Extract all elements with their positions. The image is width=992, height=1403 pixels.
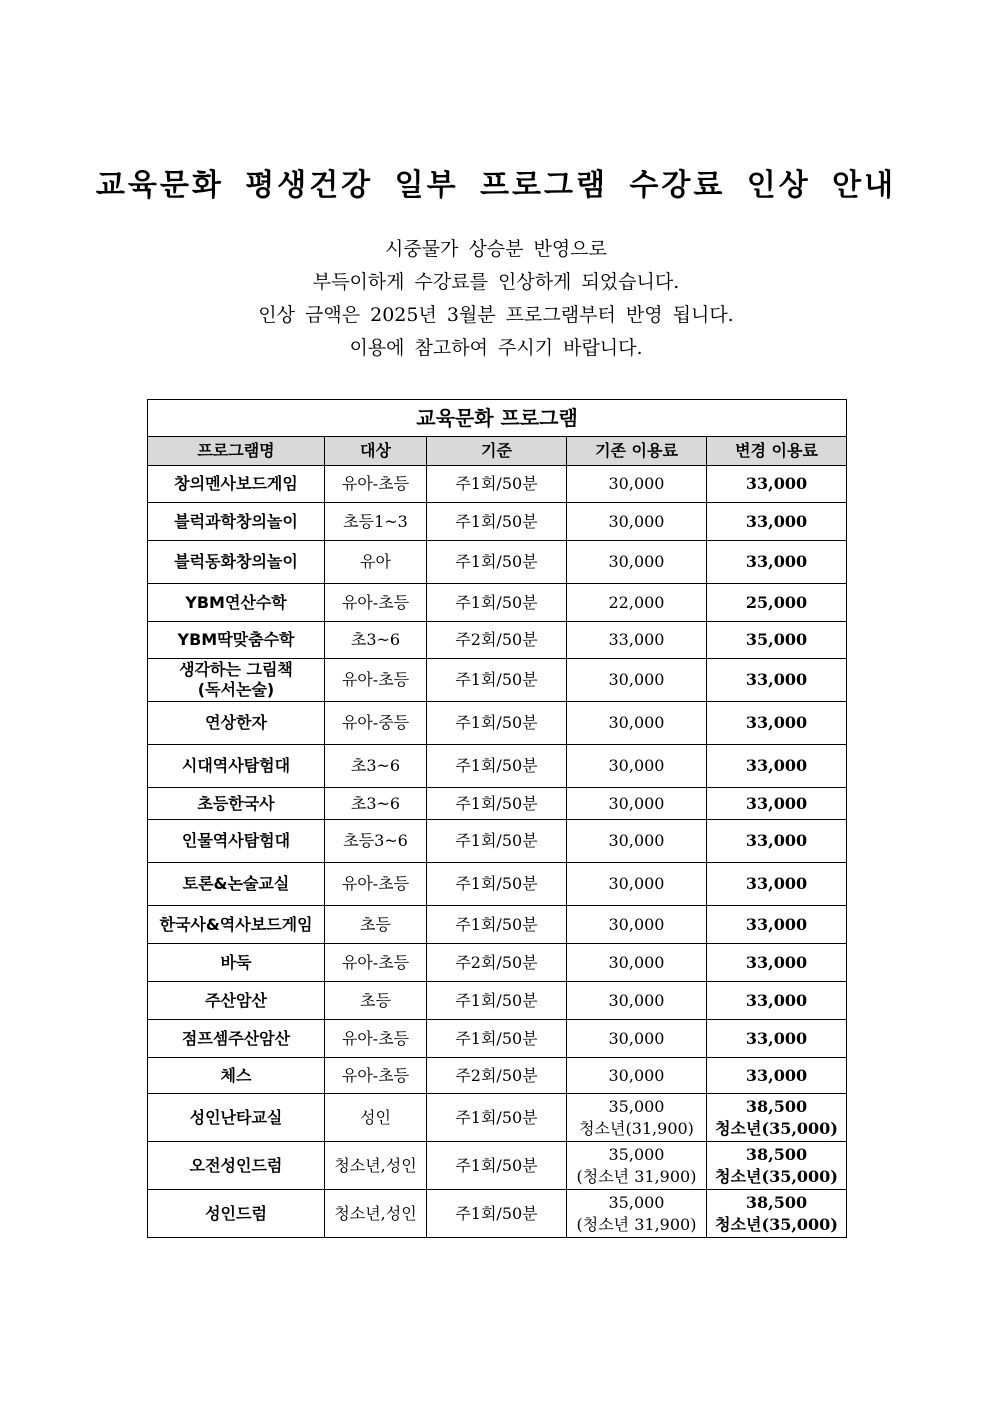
new-fee: 33,000 [707, 1058, 847, 1094]
program-target: 성인 [325, 1094, 427, 1142]
new-fee: 33,000 [707, 541, 847, 584]
old-fee: 30,000 [567, 503, 707, 541]
fee-table [147, 399, 847, 1238]
table-row [148, 1190, 847, 1238]
program-name: 한국사&역사보드게임 [148, 906, 325, 944]
program-name: 성인난타교실 [148, 1094, 325, 1142]
table-caption: 교육문화 프로그램 [148, 400, 847, 437]
new-fee-adult: 38,500 [745, 1192, 808, 1212]
program-basis: 주1회/50분 [427, 466, 567, 503]
table-row [148, 820, 847, 863]
new-fee: 33,000 [707, 503, 847, 541]
new-fee: 35,000 [707, 622, 847, 659]
old-fee: 33,000 [567, 622, 707, 659]
intro-line: 시중물가 상승분 반영으로 [385, 238, 607, 260]
program-basis: 주1회/50분 [427, 584, 567, 622]
table-row [148, 584, 847, 622]
program-name: 시대역사탐험대 [148, 745, 325, 788]
program-basis: 주1회/50분 [427, 702, 567, 745]
program-basis: 주1회/50분 [427, 788, 567, 820]
program-name: 바둑 [148, 944, 325, 982]
program-target: 유아-초등 [325, 944, 427, 982]
old-fee: 30,000 [567, 541, 707, 584]
program-name: YBM딱맞춤수학 [148, 622, 325, 659]
new-fee: 33,000 [707, 944, 847, 982]
header-target: 대상 [325, 437, 427, 466]
program-name: 성인드럼 [148, 1190, 325, 1238]
program-target: 유아-중등 [325, 702, 427, 745]
old-fee: 30,000 [567, 982, 707, 1020]
program-basis: 주2회/50분 [427, 944, 567, 982]
table-row [148, 1142, 847, 1190]
old-fee: 30,000 [567, 820, 707, 863]
program-name: 주산암산 [148, 982, 325, 1020]
new-fee-adult: 38,500 [745, 1144, 808, 1164]
new-fee [707, 1094, 847, 1142]
new-fee [707, 1190, 847, 1238]
new-fee: 33,000 [707, 1020, 847, 1058]
program-target: 유아-초등 [325, 466, 427, 503]
table-row [148, 788, 847, 820]
program-basis: 주1회/50분 [427, 906, 567, 944]
new-fee: 25,000 [707, 584, 847, 622]
old-fee-adult: 35,000 [608, 1144, 665, 1164]
new-fee: 33,000 [707, 659, 847, 702]
old-fee [567, 1094, 707, 1142]
program-name: 토론&논술교실 [148, 863, 325, 906]
new-fee: 33,000 [707, 863, 847, 906]
old-fee: 30,000 [567, 788, 707, 820]
header-basis: 기준 [427, 437, 567, 466]
program-basis: 주1회/50분 [427, 982, 567, 1020]
intro-line: 이용에 참고하여 주시기 바랍니다. [349, 337, 643, 359]
old-fee: 30,000 [567, 944, 707, 982]
program-target: 초등1~3 [325, 503, 427, 541]
new-fee-youth: 청소년(35,000) [715, 1214, 838, 1234]
header-new-fee: 변경 이용료 [707, 437, 847, 466]
page-title: 교육문화 평생건강 일부 프로그램 수강료 인상 안내 [95, 168, 897, 203]
table-row [148, 466, 847, 503]
old-fee: 22,000 [567, 584, 707, 622]
program-name [148, 659, 325, 702]
table-row [148, 944, 847, 982]
program-basis: 주1회/50분 [427, 1094, 567, 1142]
header-program-name: 프로그램명 [148, 437, 325, 466]
program-name-line: 생각하는 그림책 [179, 660, 293, 679]
old-fee: 30,000 [567, 466, 707, 503]
new-fee: 33,000 [707, 906, 847, 944]
program-target: 유아-초등 [325, 584, 427, 622]
old-fee [567, 1142, 707, 1190]
new-fee-youth: 청소년(35,000) [715, 1166, 838, 1186]
table-row [148, 1094, 847, 1142]
old-fee: 30,000 [567, 1020, 707, 1058]
program-basis: 주2회/50분 [427, 622, 567, 659]
program-name: 블럭과학창의놀이 [148, 503, 325, 541]
program-target: 초3~6 [325, 788, 427, 820]
table-row [148, 863, 847, 906]
program-basis: 주1회/50분 [427, 1020, 567, 1058]
program-name: 창의멘사보드게임 [148, 466, 325, 503]
program-name: 체스 [148, 1058, 325, 1094]
new-fee [707, 1142, 847, 1190]
program-basis: 주1회/50분 [427, 745, 567, 788]
program-basis: 주1회/50분 [427, 820, 567, 863]
old-fee-youth: (청소년 31,900) [576, 1214, 697, 1234]
new-fee-adult: 38,500 [745, 1096, 808, 1116]
table-row [148, 1020, 847, 1058]
table-row [148, 906, 847, 944]
program-basis: 주1회/50분 [427, 659, 567, 702]
table-row [148, 503, 847, 541]
new-fee: 33,000 [707, 788, 847, 820]
program-name: 오전성인드럼 [148, 1142, 325, 1190]
old-fee: 30,000 [567, 745, 707, 788]
old-fee: 30,000 [567, 1058, 707, 1094]
old-fee: 30,000 [567, 906, 707, 944]
old-fee: 30,000 [567, 659, 707, 702]
header-old-fee: 기존 이용료 [567, 437, 707, 466]
new-fee: 33,000 [707, 702, 847, 745]
program-target: 유아 [325, 541, 427, 584]
table-row [148, 541, 847, 584]
program-basis: 주1회/50분 [427, 863, 567, 906]
program-target: 유아-초등 [325, 1058, 427, 1094]
intro-line: 인상 금액은 2025년 3월분 프로그램부터 반영 됩니다. [258, 304, 734, 326]
program-target: 초등 [325, 906, 427, 944]
table-row [148, 745, 847, 788]
program-basis: 주1회/50분 [427, 1142, 567, 1190]
program-basis: 주1회/50분 [427, 541, 567, 584]
old-fee-youth: (청소년 31,900) [576, 1166, 697, 1186]
program-target: 청소년,성인 [325, 1190, 427, 1238]
program-target: 유아-초등 [325, 659, 427, 702]
program-name: 인물역사탐험대 [148, 820, 325, 863]
table-row [148, 622, 847, 659]
program-basis: 주2회/50분 [427, 1058, 567, 1094]
new-fee: 33,000 [707, 466, 847, 503]
program-target: 초등 [325, 982, 427, 1020]
table-row [148, 702, 847, 745]
program-name: YBM연산수학 [148, 584, 325, 622]
program-target: 초등3~6 [325, 820, 427, 863]
program-name-subtitle: (독서논술) [197, 680, 275, 699]
program-name: 연상한자 [148, 702, 325, 745]
program-basis: 주1회/50분 [427, 503, 567, 541]
intro-text [0, 233, 992, 365]
old-fee: 30,000 [567, 702, 707, 745]
new-fee: 33,000 [707, 982, 847, 1020]
new-fee: 33,000 [707, 745, 847, 788]
program-target: 초3~6 [325, 622, 427, 659]
new-fee: 33,000 [707, 820, 847, 863]
old-fee-adult: 35,000 [608, 1192, 665, 1212]
old-fee-youth: 청소년(31,900) [579, 1118, 694, 1138]
program-target: 유아-초등 [325, 1020, 427, 1058]
new-fee-youth: 청소년(35,000) [715, 1118, 838, 1138]
program-name: 초등한국사 [148, 788, 325, 820]
intro-line: 부득이하게 수강료를 인상하게 되었습니다. [312, 271, 680, 293]
program-target: 초3~6 [325, 745, 427, 788]
program-target: 청소년,성인 [325, 1142, 427, 1190]
program-name: 블럭동화창의놀이 [148, 541, 325, 584]
table-header-row [148, 437, 847, 466]
table-row [148, 982, 847, 1020]
program-target: 유아-초등 [325, 863, 427, 906]
old-fee-adult: 35,000 [608, 1096, 665, 1116]
table-row [148, 1058, 847, 1094]
table-row [148, 659, 847, 702]
old-fee: 30,000 [567, 863, 707, 906]
old-fee [567, 1190, 707, 1238]
program-name: 점프셈주산암산 [148, 1020, 325, 1058]
program-basis: 주1회/50분 [427, 1190, 567, 1238]
